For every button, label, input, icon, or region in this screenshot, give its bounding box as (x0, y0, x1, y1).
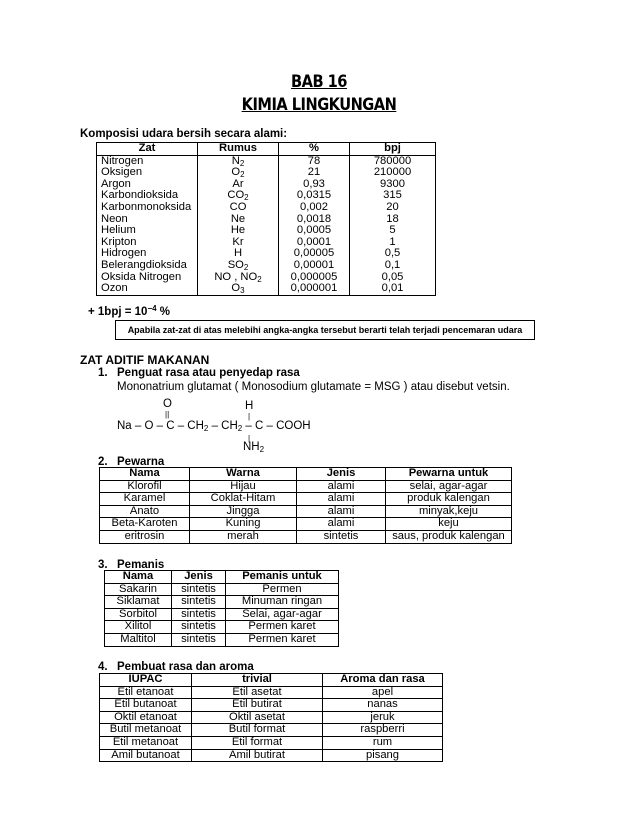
nh-sub: 2 (259, 445, 265, 454)
nama-cell: eritrosin (100, 530, 190, 543)
formula-single-bond-top: | (248, 412, 251, 421)
zat-cell: Ozon (101, 282, 128, 295)
bpj-cell: 5 (350, 225, 436, 237)
jenis-cell: sintetis (297, 530, 386, 543)
warna-cell: Hijau (190, 480, 297, 493)
iupac-cell: Amil butanoat (100, 749, 192, 762)
trivial-cell: Etil butirat (192, 699, 323, 712)
nama-cell: Klorofil (100, 480, 190, 493)
bpj-cell: 1 (350, 237, 436, 249)
iupac-cell: Etil butanoat (100, 699, 192, 712)
formula-single-bond-bottom: | (248, 434, 251, 443)
untuk-cell: saus, produk kalengan (386, 530, 512, 543)
bpj-cell: 315 (350, 190, 436, 202)
zat-cell: Hidrogen (101, 247, 147, 260)
composition-row (97, 225, 436, 237)
pollution-note: Apabila zat-zat di atas melebihi angka-angka tersebut berarti telah terjadi pencemaran udara (115, 320, 535, 340)
rasa-cell: nanas (323, 699, 443, 712)
bpj-footnote (88, 306, 170, 318)
bpj-cell: 18 (350, 214, 436, 226)
pewarna-col-untuk: Pewarna untuk (386, 468, 512, 481)
untuk-cell: Permen (226, 583, 339, 596)
table-row (100, 749, 443, 762)
sec2-number: 2. (98, 456, 108, 468)
table-row (105, 621, 339, 634)
untuk-cell: Permen karet (226, 621, 339, 634)
pewarna-body (100, 480, 512, 543)
pemanis-col-untuk: Pemanis untuk (226, 571, 339, 584)
table-row (100, 724, 443, 737)
jenis-cell: alami (297, 493, 386, 506)
col-percent: % (279, 143, 350, 156)
composition-header-row (97, 143, 436, 156)
aroma-body (100, 686, 443, 762)
percent-cell: 0,0018 (279, 214, 350, 226)
warna-cell: merah (190, 530, 297, 543)
composition-row (97, 260, 436, 272)
footnote-base: + 1bpj = 10 (88, 306, 148, 318)
sec3-title: Pemanis (117, 559, 165, 571)
table-row (105, 633, 339, 646)
bpj-cell: 20 (350, 202, 436, 214)
pewarna-col-nama: Nama (100, 468, 190, 481)
rumus-subscript: 2 (243, 262, 249, 272)
chain-part-a: Na – O – C – CH (117, 420, 204, 432)
sec1-description: Mononatrium glutamat ( Monosodium glutamate = MSG ) atau disebut vetsin. (117, 381, 510, 393)
percent-cell: 0,0315 (279, 190, 350, 202)
rasa-cell: raspberri (323, 724, 443, 737)
rumus-subscript: 2 (244, 193, 249, 203)
zat-cell: Argon (101, 177, 131, 190)
table-row (100, 699, 443, 712)
rasa-cell: jeruk (323, 711, 443, 724)
warna-cell: Coklat-Hitam (190, 493, 297, 506)
chain-sub-b: 2 (237, 424, 243, 433)
percent-cell: 78 (279, 155, 350, 167)
chain-part-b: – CH (208, 420, 238, 432)
percent-cell: 0,93 (279, 179, 350, 191)
percent-cell: 0,002 (279, 202, 350, 214)
table-row (105, 596, 339, 609)
warna-cell: Kuning (190, 518, 297, 531)
nama-cell: Sakarin (105, 583, 172, 596)
untuk-cell: produk kalengan (386, 493, 512, 506)
composition-row (97, 202, 436, 214)
table-row (100, 711, 443, 724)
jenis-cell: alami (297, 518, 386, 531)
warna-cell: Jingga (190, 505, 297, 518)
sec3-number: 3. (98, 559, 108, 571)
aroma-col-trivial: trivial (192, 674, 323, 687)
table-row (100, 736, 443, 749)
zat-cell: Karbonmonoksida (101, 200, 192, 213)
chapter-number: BAB 16 (291, 72, 347, 92)
composition-body (97, 155, 436, 295)
pemanis-body (105, 583, 339, 646)
formula-h-atom: H (245, 400, 254, 412)
sec1-number: 1. (98, 367, 108, 379)
nama-cell: Karamel (100, 493, 190, 506)
aroma-col-iupac: IUPAC (100, 674, 192, 687)
rumus-base: N (231, 154, 240, 167)
pemanis-table (104, 570, 339, 647)
bpj-cell: 0,01 (350, 283, 436, 295)
composition-table (96, 142, 436, 296)
rumus-base: CO (227, 189, 245, 202)
percent-cell: 0,000005 (279, 272, 350, 284)
untuk-cell: Minuman ringan (226, 596, 339, 609)
rasa-cell: apel (323, 686, 443, 699)
formula-double-bond: || (165, 410, 170, 419)
rumus-subscript: 2 (239, 158, 245, 168)
zat-cell: Oksigen (101, 166, 143, 179)
rumus-base: He (230, 224, 246, 237)
iupac-cell: Etil metanoat (100, 736, 192, 749)
trivial-cell: Amil butirat (192, 749, 323, 762)
footnote-exponent: −4 (147, 304, 157, 313)
table-row (105, 583, 339, 596)
section-heading-aditif: ZAT ADITIF MAKANAN (80, 353, 210, 367)
rumus-base: SO (227, 258, 244, 271)
nama-cell: Siklamat (105, 596, 172, 609)
pewarna-header-row (100, 468, 512, 481)
rumus-cell (198, 283, 279, 295)
sec1-title: Penguat rasa atau penyedap rasa (117, 367, 300, 379)
bpj-cell: 0,5 (350, 248, 436, 260)
percent-cell: 21 (279, 167, 350, 179)
jenis-cell: sintetis (172, 583, 226, 596)
iupac-cell: Oktil etanoat (100, 711, 192, 724)
jenis-cell: alami (297, 480, 386, 493)
rumus-subscript: 2 (257, 274, 262, 284)
iupac-cell: Butil metanoat (100, 724, 192, 737)
formula-nh2-group (243, 441, 264, 454)
table-row (100, 480, 512, 493)
rumus-base: O (231, 282, 241, 295)
composition-row (97, 283, 436, 295)
chapter-title: KIMIA LINGKUNGAN (241, 95, 397, 115)
table-row (100, 505, 512, 518)
zat-cell: Karbondioksida (101, 189, 179, 202)
trivial-cell: Oktil asetat (192, 711, 323, 724)
nama-cell: Sorbitol (105, 608, 172, 621)
table-row (100, 530, 512, 543)
pewarna-col-warna: Warna (190, 468, 297, 481)
jenis-cell: sintetis (172, 621, 226, 634)
iupac-cell: Etil etanoat (100, 686, 192, 699)
bpj-cell: 780000 (350, 155, 436, 167)
rumus-base: Ar (232, 177, 244, 190)
table-row (105, 608, 339, 621)
rumus-base: Ne (230, 212, 246, 225)
jenis-cell: alami (297, 505, 386, 518)
rasa-cell: pisang (323, 749, 443, 762)
trivial-cell: Butil format (192, 724, 323, 737)
rumus-base: NO , NO (214, 270, 258, 283)
sec2-title: Pewarna (117, 456, 165, 468)
msg-structural-formula (117, 398, 337, 456)
bpj-cell: 9300 (350, 179, 436, 191)
composition-row (97, 214, 436, 226)
bpj-cell: 0,05 (350, 272, 436, 284)
rasa-cell: rum (323, 736, 443, 749)
rumus-base: H (233, 247, 243, 260)
sec4-number: 4. (98, 661, 108, 673)
rumus-subscript: 3 (240, 286, 245, 296)
zat-cell: Nitrogen (101, 154, 144, 167)
table-row (100, 518, 512, 531)
nama-cell: Xilitol (105, 621, 172, 634)
jenis-cell: sintetis (172, 596, 226, 609)
pemanis-col-nama: Nama (105, 571, 172, 584)
table-row (100, 493, 512, 506)
formula-o-atom: O (163, 398, 172, 410)
col-rumus: Rumus (198, 143, 279, 156)
bpj-cell: 210000 (350, 167, 436, 179)
rumus-base: Kr (232, 235, 244, 248)
zat-cell: Neon (101, 212, 128, 225)
jenis-cell: sintetis (172, 608, 226, 621)
col-zat: Zat (97, 143, 198, 156)
percent-cell: 0,00001 (279, 260, 350, 272)
nama-cell: Anato (100, 505, 190, 518)
percent-cell: 0,00005 (279, 248, 350, 260)
pemanis-header-row (105, 571, 339, 584)
zat-cell: Belerangdioksida (101, 258, 187, 271)
untuk-cell: selai, agar-agar (386, 480, 512, 493)
zat-cell: Oksida Nitrogen (101, 270, 182, 283)
nama-cell: Beta-Karoten (100, 518, 190, 531)
footnote-unit: % (156, 306, 170, 318)
zat-cell: Helium (101, 224, 136, 237)
rumus-base: O (231, 166, 241, 179)
percent-cell: 0,0001 (279, 237, 350, 249)
pewarna-col-jenis: Jenis (297, 468, 386, 481)
untuk-cell: keju (386, 518, 512, 531)
jenis-cell: sintetis (172, 633, 226, 646)
chain-sub-a: 2 (203, 424, 209, 433)
percent-cell: 0,0005 (279, 225, 350, 237)
table-row (100, 686, 443, 699)
aroma-col-rasa: Aroma dan rasa (323, 674, 443, 687)
chain-part-c: – C – COOH (242, 420, 311, 432)
zat-cell: Kripton (101, 235, 137, 248)
trivial-cell: Etil asetat (192, 686, 323, 699)
trivial-cell: Etil format (192, 736, 323, 749)
untuk-cell: Permen karet (226, 633, 339, 646)
nama-cell: Maltitol (105, 633, 172, 646)
col-bpj: bpj (350, 143, 436, 156)
percent-cell: 0,000001 (279, 283, 350, 295)
untuk-cell: Selai, agar-agar (226, 608, 339, 621)
bpj-cell: 0,1 (350, 260, 436, 272)
rumus-subscript: 2 (240, 170, 245, 180)
sec4-title: Pembuat rasa dan aroma (117, 661, 254, 673)
rumus-base: CO (229, 200, 247, 213)
pewarna-table (99, 467, 512, 544)
formula-main-chain (117, 420, 311, 433)
nh-text: NH (243, 441, 260, 453)
untuk-cell: minyak,keju (386, 505, 512, 518)
pemanis-col-jenis: Jenis (172, 571, 226, 584)
aroma-header-row (100, 674, 443, 687)
composition-heading: Komposisi udara bersih secara alami: (80, 128, 288, 140)
aroma-table (99, 673, 443, 762)
